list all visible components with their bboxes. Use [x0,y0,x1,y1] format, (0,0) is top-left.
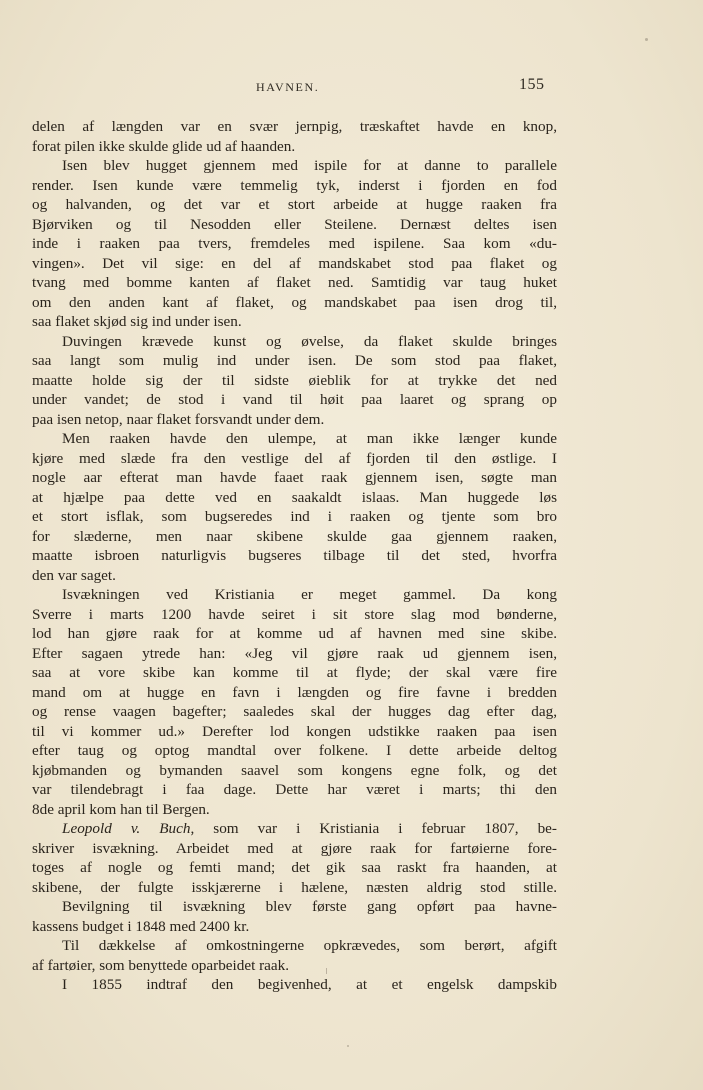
text-line: kjøre med slæde fra den vestlige del af fjorden til den østlige. I [32,449,557,467]
text-line: Men raaken havde den ulempe, at man ikke længer kunde [62,430,557,447]
text-line: at hjælpe paa dette ved en saakaldt islaas. Man huggede løs [32,488,557,506]
text-line: kassens budget i 1848 med 2400 kr. [32,917,250,935]
text-line: render. Isen kunde være temmelig tyk, inderst i fjorden en fod [32,176,557,194]
text-line: kjøbmanden og bymanden saavel som kongens egne folk, og det [32,761,557,779]
paper-speck [645,38,648,41]
text-line: Sverre i marts 1200 havde seiret i sit store slag mod bønderne, [32,605,557,623]
text-line: Duvingen krævede kunst og øvelse, da flaket skulde bringes [62,332,557,350]
text-line: Bjørviken og til Nesodden eller Steilene. Dernæst deltes isen [32,215,557,233]
text-line: I 1855 indtraf den begivenhed, at et engelsk dampskib [62,976,557,993]
text-line: saa at vore skibe kan komme til at flyde; der skal være fire [32,664,557,681]
text-line: delen af længden var en svær jernpig, træskaftet havde en knop, [32,118,557,135]
body-text [32,117,557,995]
running-title: HAVNEN. [256,80,320,94]
text-line: skibene, der fulgte isskjærerne i hælene, næsten aldrig stod stille. [32,878,557,896]
text-line [32,819,557,839]
text-line: af fartøier, som benyttede oparbeidet raak. [32,956,290,974]
text-line: den var saget. [32,566,116,584]
text-line: tvang med bomme kanten af flaket ned. Samtidig var taug huket [32,274,557,291]
text-line: maatte isbroen naturligvis bugseres tilbage til det sted, hvorfra [32,547,557,564]
text-line: forat pilen ikke skulde glide ud af haanden. [32,137,296,155]
running-header [0,76,703,100]
text-line: for slæderne, men naar skibene skulde gaa gjennem raaken, [32,527,557,545]
text-line: nogle aar efterat man havde faaet raak gjennem isen, søgte man [32,469,557,486]
text-line: Til dækkelse af omkostningerne opkrævedes, som berørt, afgift [62,937,557,954]
text-line: Bevilgning til isvækning blev første gang opført paa havne- [62,898,557,915]
text-line: Isvækningen ved Kristiania er meget gammel. Da kong [62,586,557,603]
line-text: , som var i Kristiania i februar 1807, be- [190,820,557,837]
text-line: inde i raaken paa tvers, fremdeles med ispilene. Saa kom «du- [32,235,557,252]
page-number: 155 [519,76,545,93]
text-line: mand om at hugge en favn i længden og fire favne i bredden [32,683,557,701]
text-line: Isen blev hugget gjennem med ispile for at danne to parallele [62,157,557,174]
text-line: var tilendebragt i faa dage. Dette har været i marts; thi den [32,781,557,798]
text-line: og halvanden, og det var et stort arbeide at hugge raaken fra [32,196,557,213]
text-line: under vandet; de stod i vand til høit paa laaret og sprang op [32,391,557,408]
text-line: skriver isvækning. Arbeidet med at gjøre raak for fartøierne fore- [32,839,557,857]
text-line: 8de april kom han til Bergen. [32,800,210,818]
text-line: Efter sagaen ytrede han: «Jeg vil gjøre raak ud gjennem isen, [32,644,557,662]
text-line: efter taug og optog mandtal over folkene. I dette arbeide deltog [32,742,557,759]
italic-name: Leopold v. Buch [62,820,191,837]
text-line: til vi kommer ud.» Derefter lod kongen udstikke raaken paa isen [32,722,557,740]
text-line: lod han gjøre raak for at komme ud af havnen med sine skibe. [32,625,557,642]
text-line: toges af nogle og femti mand; det gik saa raskt fra haanden, at [32,859,557,876]
paper-speck [326,968,327,974]
paper-speck [347,1045,349,1047]
text-line: et stort isflak, som bugseredes ind i raaken og tjente som bro [32,508,557,525]
text-line: maatte holde sig der til sidste øieblik for at trykke det ned [32,371,557,389]
text-line: om den anden kant af flaket, og mandskabet paa isen drog til, [32,293,557,311]
text-line: vingen». Det vil sige: en del af mandskabet stod paa flaket og [32,254,557,272]
text-line: saa flaket skjød sig ind under isen. [32,313,242,330]
text-line: og rense vaagen bagefter; saaledes skal der hugges dag efter dag, [32,703,557,720]
text-line: saa langt som mulig ind under isen. De som stod paa flaket, [32,352,557,369]
text-line: paa isen netop, naar flaket forsvandt under dem. [32,410,325,428]
